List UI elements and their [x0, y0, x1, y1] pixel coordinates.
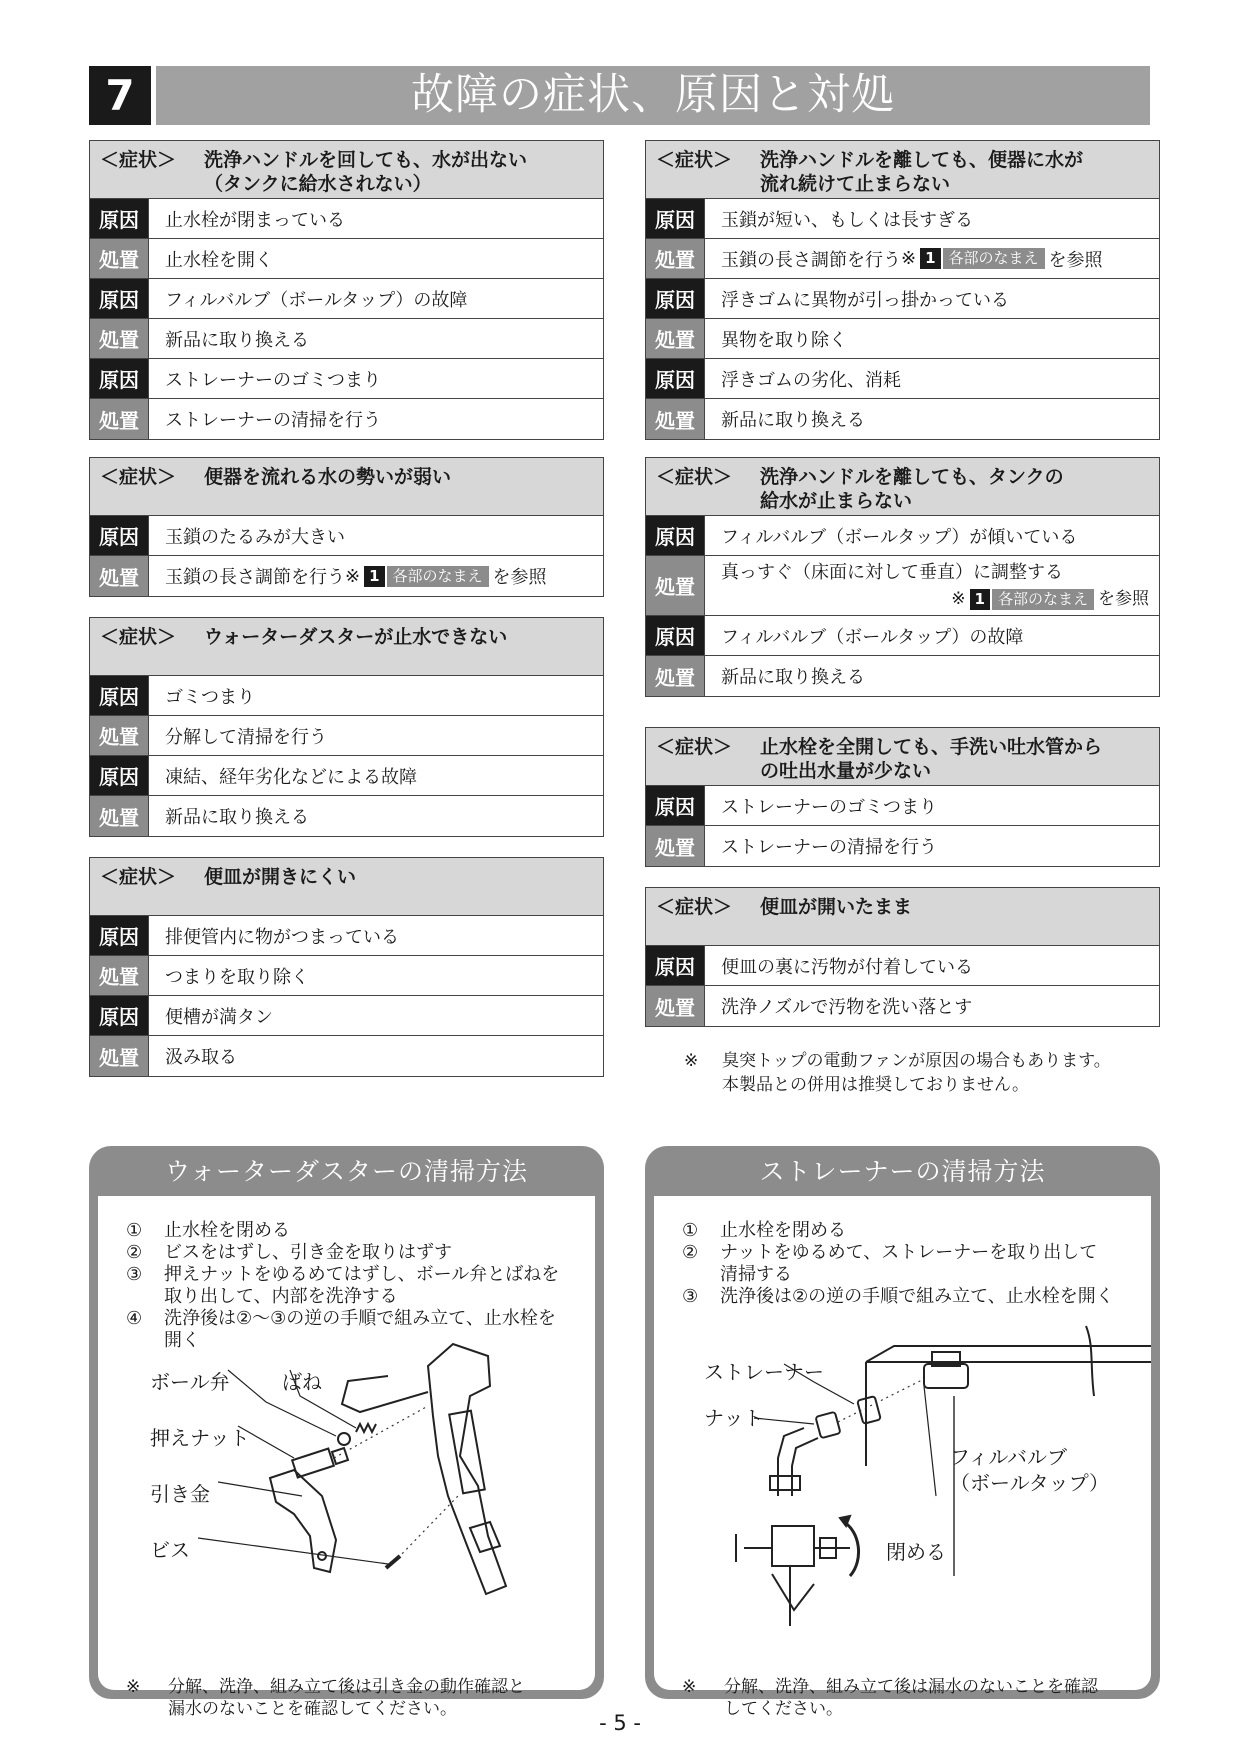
- note-mark: ※: [684, 1051, 699, 1071]
- row-text-line: 新品に取り換える: [165, 329, 309, 351]
- cause-label: 原因: [90, 199, 149, 238]
- row-text: [705, 319, 1159, 358]
- row-text-line: 玉鎖のたるみが大きい: [165, 526, 345, 548]
- action-row: [646, 656, 1159, 696]
- action-row: [646, 399, 1159, 439]
- reference-badge: [970, 589, 1094, 610]
- row-text: [149, 916, 603, 955]
- note-text: 分解、洗浄、組み立て後は引き金の動作確認と 漏水のないことを確認してください。: [168, 1677, 525, 1719]
- row-text: [149, 756, 603, 795]
- symptom-tag: ＜症状＞: [656, 736, 733, 758]
- row-text: [705, 199, 1159, 238]
- action-row: [90, 956, 603, 996]
- row-text-line: フィルバルブ（ボールタップ）の故障: [165, 289, 468, 311]
- action-row: [90, 399, 603, 439]
- row-text-line: ストレーナーのゴミつまり: [165, 369, 381, 391]
- row-text-line: 止水栓を開く: [165, 249, 273, 271]
- step-number: ③: [682, 1286, 699, 1307]
- row-text: [705, 786, 1159, 825]
- step-number: ②: [126, 1242, 143, 1263]
- label-strainer: ストレーナー: [704, 1360, 824, 1384]
- note-mark: ※: [682, 1677, 697, 1697]
- strainer-cleaning-panel: [645, 1146, 1160, 1719]
- reference-text: 各部のなまえ: [992, 589, 1094, 610]
- row-text: [149, 399, 603, 439]
- row-text: [705, 239, 1159, 278]
- reference-number: 1: [364, 566, 384, 587]
- reference-suffix: を参照: [1098, 589, 1149, 609]
- action-row: [90, 716, 603, 756]
- row-text-line: つまりを取り除く: [165, 966, 309, 988]
- row-text-line: 玉鎖の長さ調節を行う: [165, 567, 345, 588]
- cause-row: [90, 359, 603, 399]
- action-row: [90, 1036, 603, 1076]
- section-number: 7: [89, 66, 151, 125]
- symptom-tag: ＜症状＞: [100, 626, 177, 648]
- symptom-header: [90, 141, 603, 199]
- cause-label: 原因: [90, 516, 149, 555]
- row-text: [705, 946, 1159, 985]
- cause-row: [646, 786, 1159, 826]
- action-label: 処置: [646, 399, 705, 439]
- symptom-text: 洗浄ハンドルを回しても、水が出ない （タンクに給水されない）: [204, 149, 528, 195]
- symptom-text: ウォーターダスターが止水できない: [204, 626, 508, 648]
- action-label: 処置: [646, 656, 705, 696]
- row-text: [149, 279, 603, 318]
- panel-body: [98, 1196, 595, 1719]
- gun-window: [449, 1411, 485, 1494]
- panel-title: ウォーターダスターの清掃方法: [164, 1157, 528, 1186]
- action-row: [646, 319, 1159, 359]
- label-nut: ナット: [704, 1406, 764, 1430]
- symptom-table-left-1: [89, 140, 604, 440]
- cause-label: 原因: [646, 946, 705, 985]
- row-text: [705, 656, 1159, 696]
- cause-row: [90, 516, 603, 556]
- reference-badge: [920, 248, 1044, 269]
- row-text-line: ゴミつまり: [165, 686, 255, 708]
- step-number: ②: [682, 1242, 699, 1263]
- cause-label: 原因: [646, 786, 705, 825]
- cause-row: [90, 676, 603, 716]
- step-text: 洗浄後は②～③の逆の手順で組み立て、止水栓を 開く: [164, 1308, 556, 1351]
- symptom-table-right-2: [645, 457, 1160, 697]
- action-label: 処置: [90, 239, 149, 278]
- reference-line: [721, 586, 1149, 612]
- label-trigger: 引き金: [150, 1482, 210, 1506]
- row-text-line: 凍結、経年劣化などによる故障: [165, 766, 417, 788]
- action-row: [90, 556, 603, 596]
- symptom-table-right-1: [645, 140, 1160, 440]
- row-text: [705, 516, 1159, 555]
- symptom-tag: ＜症状＞: [100, 866, 177, 888]
- page-title: 故障の症状、原因と対処: [411, 70, 895, 120]
- symptom-tag: ＜症状＞: [656, 149, 733, 171]
- gun-body-outline: [428, 1344, 506, 1594]
- action-label: 処置: [90, 796, 149, 836]
- nut-part: [815, 1412, 840, 1438]
- symptom-header: [646, 728, 1159, 786]
- reference-suffix: を参照: [1048, 249, 1103, 271]
- row-text-line: 新品に取り換える: [721, 410, 865, 431]
- row-text-line: 止水栓が閉まっている: [165, 209, 345, 231]
- fill-valve-part: [924, 1364, 968, 1388]
- symptom-table-left-4: [89, 857, 604, 1077]
- cause-label: 原因: [90, 916, 149, 955]
- cause-row: [90, 996, 603, 1036]
- action-label: 処置: [646, 239, 705, 278]
- row-text-line: 便皿の裏に汚物が付着している: [721, 956, 973, 978]
- reference-number: 1: [920, 248, 940, 269]
- strainer-illustration: [654, 1196, 1151, 1690]
- row-text: [705, 616, 1159, 655]
- row-text: [705, 399, 1159, 439]
- reference-text: 各部のなまえ: [387, 566, 489, 587]
- row-text-line: フィルバルブ（ボールタップ）の故障: [721, 626, 1024, 648]
- reference-badge: [364, 566, 488, 587]
- reference-prefix: ※: [345, 565, 361, 587]
- symptom-header: [90, 618, 603, 676]
- action-row: [646, 826, 1159, 866]
- symptom-table-right-3: [645, 727, 1160, 867]
- cause-row: [646, 516, 1159, 556]
- step-text: 止水栓を閉める: [164, 1220, 290, 1241]
- row-text: [149, 319, 603, 358]
- row-text-line: 真っすぐ（床面に対して垂直）に調整する: [721, 562, 1063, 583]
- cause-row: [90, 279, 603, 319]
- symptom-text: 洗浄ハンドルを離しても、タンクの 給水が止まらない: [760, 466, 1064, 512]
- cause-row: [646, 616, 1159, 656]
- water-duster-cleaning-panel: [89, 1146, 604, 1719]
- action-label: 処置: [646, 319, 705, 358]
- row-text-line: 異物を取り除く: [721, 329, 847, 351]
- row-text: [149, 199, 603, 238]
- panel-title: ストレーナーの清掃方法: [759, 1157, 1046, 1186]
- step-number: ①: [126, 1220, 143, 1241]
- row-text-line: 浮きゴムに異物が引っ掛かっている: [721, 289, 1009, 311]
- symptom-text: 便皿が開いたまま: [760, 896, 913, 918]
- section-header: [89, 66, 1150, 125]
- symptom-tag: ＜症状＞: [100, 149, 177, 171]
- row-text-line: 分解して清掃を行う: [165, 726, 327, 748]
- cause-row: [646, 199, 1159, 239]
- action-label: 処置: [90, 1036, 149, 1076]
- gun-nozzle: [342, 1376, 428, 1412]
- cause-row: [646, 279, 1159, 319]
- note-text: 分解、洗浄、組み立て後は漏水のないことを確認 してください。: [724, 1677, 1098, 1719]
- symptom-text: 便皿が開きにくい: [204, 866, 357, 888]
- stop-valve: [772, 1526, 814, 1566]
- symptom-tag: ＜症状＞: [656, 466, 733, 488]
- note-text: 臭突トップの電動ファンが原因の場合もあります。 本製品との併用は推奨しておりません。: [722, 1051, 1111, 1095]
- label-spring: ばね: [282, 1370, 322, 1394]
- row-text-line: 排便管内に物がつまっている: [165, 926, 399, 948]
- action-label: 処置: [90, 556, 149, 596]
- action-label: 処置: [90, 956, 149, 995]
- cause-row: [90, 916, 603, 956]
- cause-label: 原因: [90, 359, 149, 398]
- row-text-line: 新品に取り換える: [165, 807, 309, 828]
- step-number: ④: [126, 1308, 143, 1329]
- cause-label: 原因: [90, 756, 149, 795]
- row-text: [705, 556, 1159, 615]
- symptom-text: 止水栓を全開しても、手洗い吐水管から の吐出水量が少ない: [760, 736, 1103, 782]
- row-text: [149, 796, 603, 836]
- cause-label: 原因: [646, 279, 705, 318]
- label-ball-valve: ボール弁: [150, 1370, 230, 1394]
- action-label: 処置: [90, 319, 149, 358]
- cause-row: [90, 756, 603, 796]
- action-row: [646, 556, 1159, 616]
- action-row: [646, 986, 1159, 1026]
- action-label: 処置: [646, 986, 705, 1026]
- step-text: 押えナットをゆるめてはずし、ボール弁とばねを 取り出して、内部を洗浄する: [164, 1264, 560, 1307]
- row-text-line: ストレーナーの清掃を行う: [165, 410, 381, 431]
- row-text-line: ストレーナーのゴミつまり: [721, 796, 937, 818]
- action-label: 処置: [90, 399, 149, 439]
- row-text-line: 玉鎖が短い、もしくは長すぎる: [721, 209, 973, 231]
- cause-label: 原因: [646, 516, 705, 555]
- symptom-text: 便器を流れる水の勢いが弱い: [204, 466, 452, 488]
- action-label: 処置: [646, 556, 705, 615]
- label-nut: 押えナット: [150, 1426, 250, 1450]
- row-text-line: 汲み取る: [165, 1047, 237, 1068]
- symptom-tag: ＜症状＞: [656, 896, 733, 918]
- row-text: [149, 996, 603, 1035]
- label-close: 閉める: [886, 1540, 946, 1564]
- cause-row: [646, 946, 1159, 986]
- row-text-line: 洗浄ノズルで汚物を洗い落とす: [721, 997, 973, 1018]
- row-text: [149, 516, 603, 555]
- action-row: [90, 796, 603, 836]
- action-row: [90, 239, 603, 279]
- row-text: [705, 359, 1159, 398]
- action-row: [90, 319, 603, 359]
- panel-body: [654, 1196, 1151, 1719]
- cause-row: [90, 199, 603, 239]
- row-text: [149, 556, 603, 596]
- action-label: 処置: [90, 716, 149, 755]
- row-text: [705, 279, 1159, 318]
- page-number: - 5 -: [599, 1711, 641, 1735]
- row-text-line: 便槽が満タン: [165, 1006, 273, 1028]
- spring-part: [356, 1424, 376, 1432]
- reference-text: 各部のなまえ: [943, 248, 1045, 269]
- cause-label: 原因: [90, 279, 149, 318]
- row-text: [149, 1036, 603, 1076]
- reference-prefix: ※: [901, 248, 917, 269]
- row-text-line: 玉鎖の長さ調節を行う: [721, 249, 901, 271]
- symptom-header: [646, 458, 1159, 516]
- row-text: [705, 826, 1159, 866]
- row-text: [149, 676, 603, 715]
- row-text-line: 浮きゴムの劣化、消耗: [721, 369, 901, 391]
- step-text: ビスをはずし、引き金を取りはずす: [164, 1242, 452, 1263]
- cause-label: 原因: [90, 996, 149, 1035]
- ball-part: [338, 1433, 350, 1445]
- row-text-line: フィルバルブ（ボールタップ）が傾いている: [721, 526, 1078, 548]
- note-mark: ※: [126, 1677, 141, 1697]
- row-text: [149, 359, 603, 398]
- label-fill-valve: フィルバルブ （ボールタップ）: [950, 1445, 1109, 1495]
- symptom-header: [646, 141, 1159, 199]
- step-number: ③: [126, 1264, 143, 1285]
- symptom-table-right-4: [645, 887, 1160, 1027]
- symptom-tag: ＜症状＞: [100, 466, 177, 488]
- row-text: [149, 239, 603, 278]
- label-screw: ビス: [150, 1538, 190, 1562]
- cause-label: 原因: [90, 676, 149, 715]
- step-number: ①: [682, 1220, 699, 1241]
- reference-suffix: を参照: [492, 567, 547, 588]
- symptom-header: [90, 858, 603, 916]
- symptom-header: [646, 888, 1159, 946]
- action-row: [646, 239, 1159, 279]
- action-label: 処置: [646, 826, 705, 866]
- symptom-header: [90, 458, 603, 516]
- reference-prefix: ※: [951, 589, 966, 609]
- reference-number: 1: [970, 589, 990, 610]
- symptom-text: 洗浄ハンドルを離しても、便器に水が 流れ続けて止まらない: [760, 149, 1084, 195]
- symptom-table-left-3: [89, 617, 604, 837]
- row-text: [705, 986, 1159, 1026]
- step-text: ナットをゆるめて、ストレーナーを取り出して 清掃する: [720, 1242, 1098, 1285]
- symptom-table-left-2: [89, 457, 604, 597]
- row-text: [149, 716, 603, 755]
- row-text-line: 新品に取り換える: [721, 667, 865, 688]
- row-text: [149, 956, 603, 995]
- cause-label: 原因: [646, 616, 705, 655]
- row-text-line: ストレーナーの清掃を行う: [721, 837, 937, 858]
- right-note: [684, 1049, 1111, 1097]
- step-text: 止水栓を閉める: [720, 1220, 846, 1241]
- cause-row: [646, 359, 1159, 399]
- step-text: 洗浄後は②の逆の手順で組み立て、止水栓を開く: [720, 1286, 1114, 1307]
- cause-label: 原因: [646, 359, 705, 398]
- cause-label: 原因: [646, 199, 705, 238]
